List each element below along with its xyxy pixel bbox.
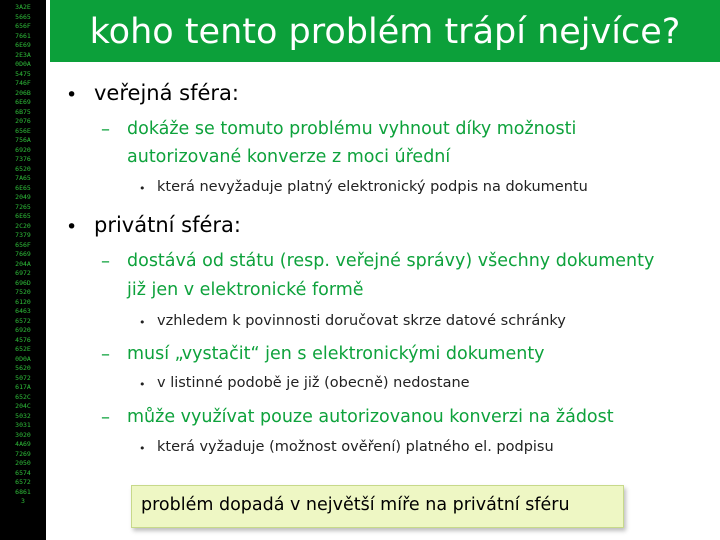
hex-code: 5475 [15, 69, 31, 78]
public-point-line-1: dokáže se tomuto problému vyhnout díky možnosti [127, 119, 577, 139]
hex-code: 6572 [15, 478, 31, 486]
hex-code: 2049 [15, 193, 31, 201]
hex-code: 656F [15, 240, 31, 249]
bullet-dash-icon: – [101, 119, 110, 140]
hex-code: 7269 [15, 449, 31, 458]
hex-code: 7A65 [15, 174, 31, 182]
hex-code: 3A2E [15, 3, 31, 11]
hex-code: 652C [15, 392, 31, 401]
hex-code: 6520 [15, 164, 31, 173]
hex-code: 0D0A [15, 60, 31, 68]
hex-code: 652E [15, 345, 31, 353]
hex-code: 6574 [15, 468, 31, 477]
bullet-small-dot-icon: • [139, 316, 146, 329]
hex-code: 7376 [15, 155, 31, 163]
hex-code: 5665 [15, 12, 31, 21]
hex-code: 6972 [15, 269, 31, 277]
hex-code: 6E65 [15, 212, 31, 220]
conclusion-callout [131, 485, 624, 528]
hex-code: 206B [15, 88, 31, 97]
hex-code-column [0, 3, 46, 507]
hex-code: 2050 [15, 459, 31, 467]
public-point-line-2: autorizované konverze z moci úřední [127, 147, 451, 167]
hex-code: 6463 [15, 307, 31, 315]
hex-code: 204C [15, 402, 31, 410]
private-point-3: může využívat pouze autorizovanou konverzi na žádost [127, 407, 614, 427]
hex-code: 4A69 [15, 440, 31, 448]
hex-code: 6920 [15, 326, 31, 334]
private-point-3-subpoint: která vyžaduje (možnost ověření) platného el. podpisu [157, 439, 554, 455]
hex-code: 2E3A [15, 50, 31, 59]
hex-code: 4576 [15, 335, 31, 344]
bullet-dot-icon: • [66, 216, 78, 238]
private-sector-heading: privátní sféra: [94, 213, 241, 237]
hex-code: 6E65 [15, 183, 31, 192]
hex-code: 6572 [15, 316, 31, 325]
hex-code: 656F [15, 22, 31, 30]
hex-code: 6B75 [15, 107, 31, 116]
hex-code: 696D [15, 278, 31, 287]
bullet-dash-icon: – [101, 251, 110, 272]
hex-code: 5620 [15, 364, 31, 372]
left-code-strip [0, 0, 46, 540]
bullet-dot-icon: • [66, 84, 78, 106]
hex-code: 5072 [15, 373, 31, 382]
hex-code: 2076 [15, 117, 31, 125]
hex-code: 756A [15, 136, 31, 144]
hex-code: 204A [15, 259, 31, 268]
hex-code: 7379 [15, 231, 31, 239]
hex-code: 2C20 [15, 221, 31, 230]
hex-code: 7265 [15, 202, 31, 211]
bullet-small-dot-icon: • [139, 442, 146, 455]
hex-code: 6E69 [15, 98, 31, 106]
hex-code: 3 [21, 497, 25, 505]
private-point-2: musí „vystačit“ jen s elektronickými dokumenty [127, 344, 545, 364]
hex-code: 5032 [15, 411, 31, 420]
slide-title: koho tento problém trápí nejvíce? [89, 12, 681, 52]
public-subpoint: která nevyžaduje platný elektronický podpis na dokumentu [157, 179, 588, 195]
private-point-1-line-2: již jen v elektronické formě [127, 280, 364, 300]
hex-code: 6120 [15, 297, 31, 306]
bullet-dash-icon: – [101, 344, 110, 365]
conclusion-text: problém dopadá v největší míře na privátní sféru [141, 495, 570, 515]
hex-code: 7661 [15, 31, 31, 40]
hex-code: 3031 [15, 421, 31, 429]
hex-code: 6E69 [15, 41, 31, 49]
public-sector-heading: veřejná sféra: [94, 81, 239, 105]
hex-code: 656E [15, 126, 31, 135]
private-point-1-subpoint: vzhledem k povinnosti doručovat skrze datové schránky [157, 313, 566, 329]
private-point-1-line-1: dostává od státu (resp. veřejné správy) všechny dokumenty [127, 251, 655, 271]
hex-code: 617A [15, 383, 31, 391]
bullet-dash-icon: – [101, 407, 110, 428]
hex-code: 3020 [15, 430, 31, 439]
hex-code: 6861 [15, 487, 31, 496]
hex-code: 746F [15, 79, 31, 87]
hex-code: 7520 [15, 288, 31, 296]
hex-code: 6920 [15, 145, 31, 154]
bullet-small-dot-icon: • [139, 182, 146, 195]
private-point-2-subpoint: v listinné podobě je již (obecně) nedostane [157, 375, 470, 391]
hex-code: 0D0A [15, 354, 31, 363]
hex-code: 7669 [15, 250, 31, 258]
bullet-small-dot-icon: • [139, 378, 146, 391]
